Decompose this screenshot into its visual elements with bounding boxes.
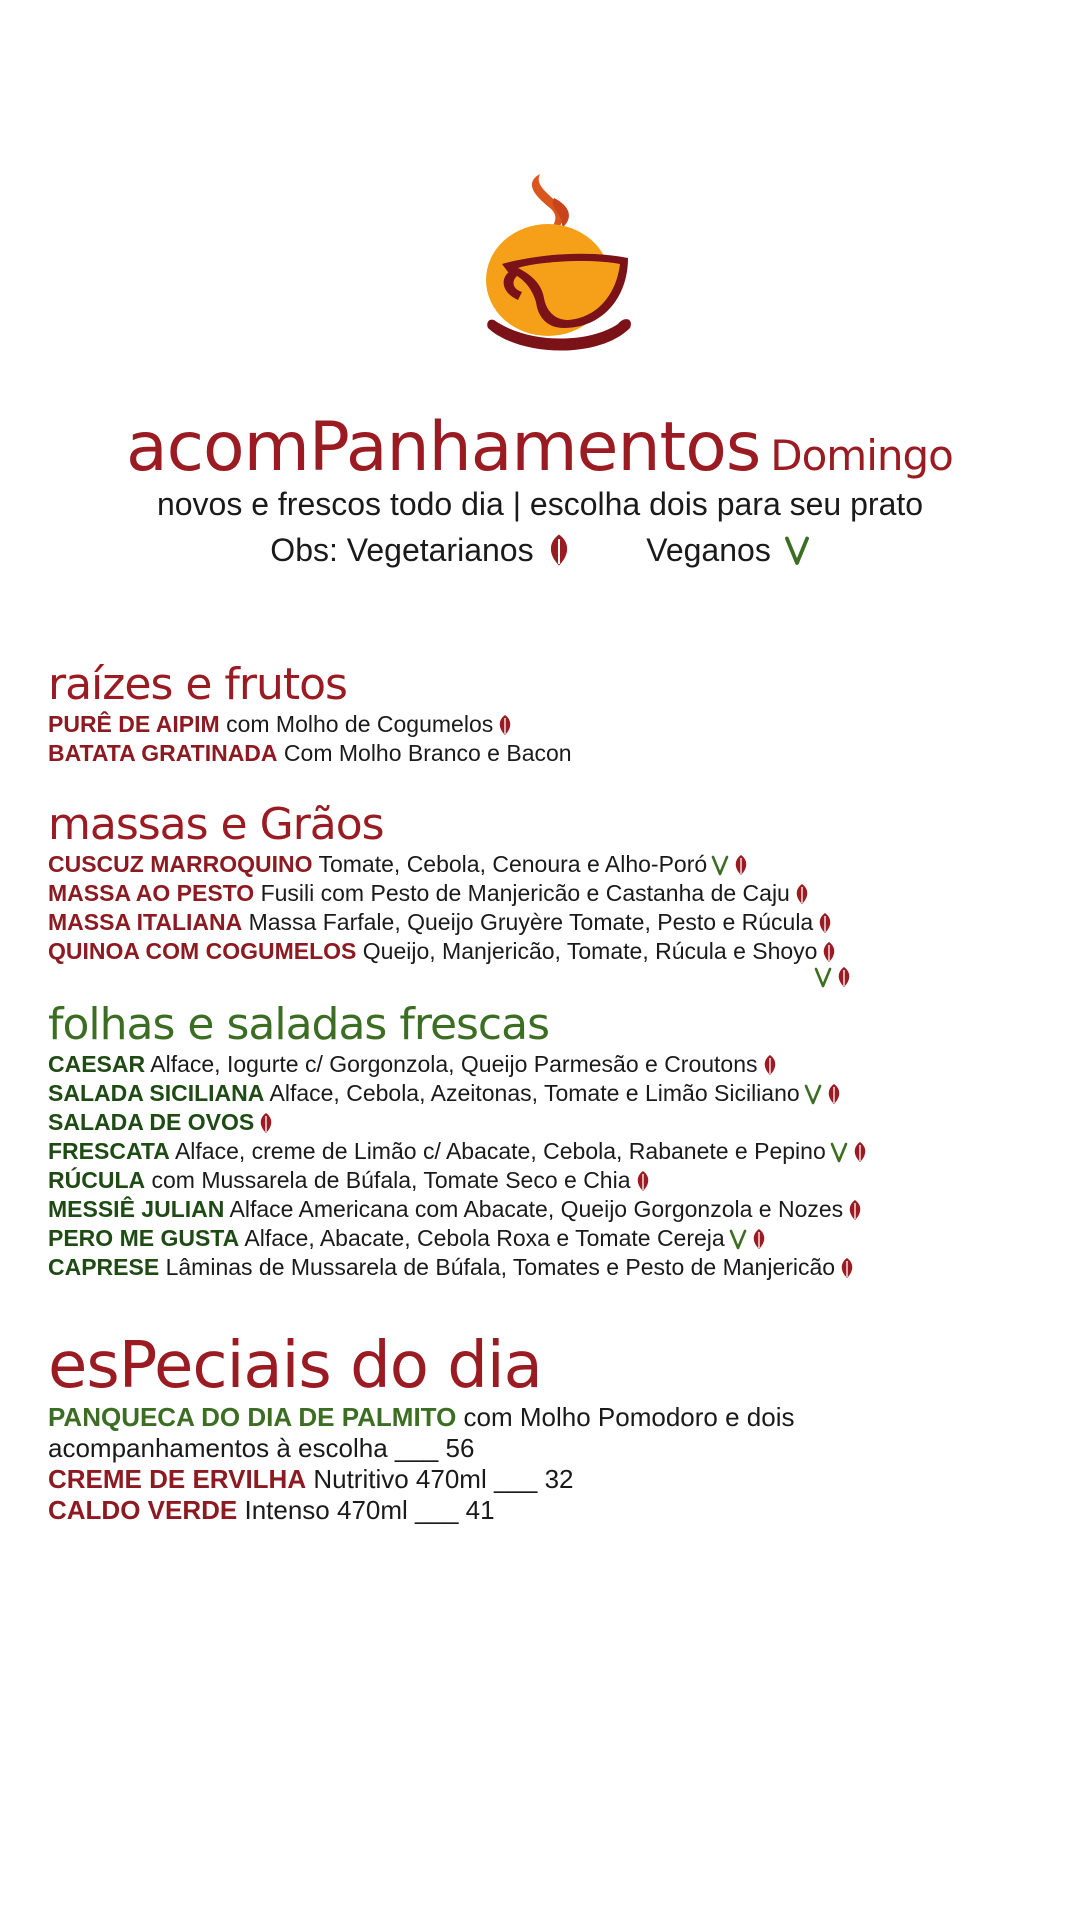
item-desc: Com Molho Branco e Bacon: [283, 740, 572, 766]
leaf-icon: [546, 533, 572, 567]
menu-item: [48, 1079, 1048, 1108]
item-desc: Tomate, Cebola, Cenoura e Alho-Poró: [318, 851, 708, 877]
vegan-v-icon: [784, 533, 810, 567]
menu-item: [48, 1224, 1048, 1253]
title-text: acomPanhamentos: [126, 408, 761, 487]
leaf-icon: [751, 1228, 767, 1250]
menu-item: [48, 739, 1048, 768]
item-desc: Intenso 470ml ___ 41: [244, 1495, 495, 1525]
item-desc: com Molho Pomodoro e dois acompanhamentos à escolha ___ 56: [48, 1402, 795, 1463]
item-desc: Alface, Cebola, Azeitonas, Tomate e Limão Siciliano: [269, 1080, 800, 1106]
vegan-v-icon: [804, 1083, 822, 1105]
menu-item: [48, 1108, 1048, 1137]
item-name: CAESAR: [48, 1051, 146, 1077]
item-name: PERO ME GUSTA: [48, 1225, 240, 1251]
item-desc: Alface Americana com Abacate, Queijo Gorgonzola e Nozes: [229, 1196, 844, 1222]
leaf-icon: [847, 1199, 863, 1221]
leaf-icon: [794, 883, 810, 905]
menu-item: [48, 1137, 1048, 1166]
item-name: CUSCUZ MARROQUINO: [48, 851, 313, 877]
vegan-v-icon: [729, 1228, 747, 1250]
leaf-icon: [635, 1170, 651, 1192]
section-especiais: [48, 1330, 1048, 1526]
item-name: PURÊ DE AIPIM: [48, 711, 220, 737]
section-title: massas e Grãos: [48, 799, 384, 850]
page-title: [126, 408, 953, 487]
menu-item: [48, 1195, 1048, 1224]
leaf-icon: [762, 1054, 778, 1076]
leaf-icon: [826, 1083, 842, 1105]
vegan-v-icon: [814, 966, 832, 988]
item-desc: Massa Farfale, Queijo Gruyère Tomate, Pesto e Rúcula: [248, 909, 814, 935]
menu-item: [48, 1402, 948, 1464]
leaf-icon: [497, 714, 513, 736]
coffee-cup-logo: [478, 168, 638, 360]
legend-vegan: Veganos: [646, 532, 771, 568]
day-label: Domingo: [770, 431, 953, 480]
item-name: CALDO VERDE: [48, 1495, 238, 1525]
item-desc: Fusili com Pesto de Manjericão e Castanha de Caju: [260, 880, 790, 906]
item-desc: Alface, creme de Limão c/ Abacate, Cebola, Rabanete e Pepino: [174, 1138, 826, 1164]
item-desc: Alface, Abacate, Cebola Roxa e Tomate Cereja: [244, 1225, 725, 1251]
item-desc: Nutritivo 470ml ___ 32: [313, 1464, 574, 1494]
leaf-icon: [817, 912, 833, 934]
section-title: folhas e saladas frescas: [48, 999, 550, 1050]
item-name: FRESCATA: [48, 1138, 170, 1164]
leaf-icon: [258, 1112, 274, 1134]
item-name: MASSA ITALIANA: [48, 909, 243, 935]
item-name: CREME DE ERVILHA: [48, 1464, 307, 1494]
vegan-v-icon: [830, 1141, 848, 1163]
item-desc: Alface, Iogurte c/ Gorgonzola, Queijo Parmesão e Croutons: [150, 1051, 758, 1077]
item-name: QUINOA COM COGUMELOS: [48, 938, 357, 964]
section-folhas: [48, 1000, 1048, 1282]
leaf-icon: [836, 966, 852, 988]
item-desc: com Molho de Cogumelos: [226, 711, 494, 737]
menu-item: [48, 1495, 1048, 1526]
item-name: SALADA DE OVOS: [48, 1109, 255, 1135]
section-title: esPeciais do dia: [48, 1329, 542, 1403]
leaf-icon: [733, 854, 749, 876]
menu-item: [48, 908, 1048, 937]
item-name: MASSA AO PESTO: [48, 880, 255, 906]
menu-item: [48, 937, 1048, 966]
leaf-icon: [821, 941, 837, 963]
item-name: MESSIÊ JULIAN: [48, 1196, 225, 1222]
menu-item: [48, 850, 1048, 879]
subtitle: novos e frescos todo dia | escolha dois para seu prato: [156, 486, 924, 522]
menu-item: [48, 1050, 1048, 1079]
legend-obs: Obs: Vegetarianos: [270, 532, 534, 568]
section-title: raízes e frutos: [48, 659, 347, 710]
section-raizes: [48, 660, 1048, 768]
menu-item: [48, 1166, 1048, 1195]
menu-item: [48, 1464, 1048, 1495]
item-name: CAPRESE: [48, 1254, 160, 1280]
item-desc: com Mussarela de Búfala, Tomate Seco e Chia: [151, 1167, 631, 1193]
item-name: BATATA GRATINADA: [48, 740, 278, 766]
vegan-v-icon: [711, 854, 729, 876]
menu-item: [48, 1253, 1048, 1282]
item-desc: Lâminas de Mussarela de Búfala, Tomates e Pesto de Manjericão: [165, 1254, 836, 1280]
menu-item: [48, 710, 1048, 739]
section-massas: [48, 800, 1048, 995]
item-desc: Queijo, Manjericão, Tomate, Rúcula e Shoyo: [362, 938, 818, 964]
leaf-icon: [839, 1257, 855, 1279]
item-name: RÚCULA: [48, 1167, 146, 1193]
menu-item: [48, 879, 1048, 908]
item-name: SALADA SICILIANA: [48, 1080, 265, 1106]
diet-icons-row: [48, 966, 1048, 995]
leaf-icon: [852, 1141, 868, 1163]
item-name: PANQUECA DO DIA DE PALMITO: [48, 1402, 457, 1432]
diet-legend: [0, 532, 1080, 569]
